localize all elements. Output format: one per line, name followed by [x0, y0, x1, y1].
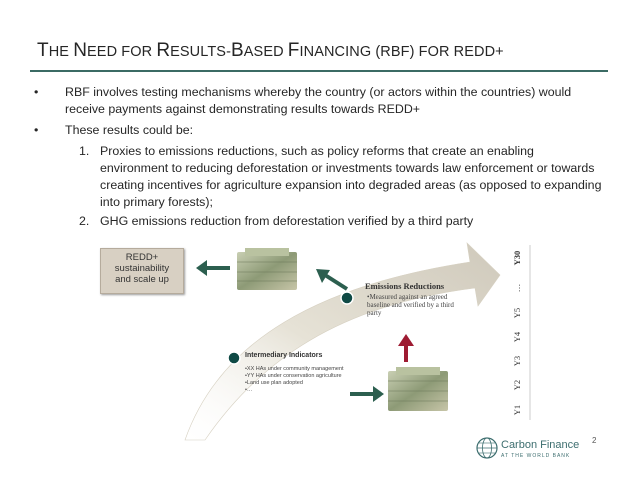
- bullet-text: These results could be:: [65, 123, 194, 137]
- logo-name: Carbon Finance: [501, 439, 580, 451]
- money-stack-top-icon: [237, 248, 297, 290]
- year-timeline: [506, 245, 528, 420]
- title-rest-2: EED FOR: [87, 44, 157, 60]
- year-label: Y2: [512, 379, 522, 391]
- arrow-to-redd-icon: [196, 260, 230, 276]
- carbon-finance-globe-icon: [477, 438, 497, 458]
- intermediary-indicators-list: [245, 366, 345, 394]
- item-number: 1.: [79, 144, 90, 158]
- title-cap-3: R: [156, 40, 171, 61]
- page-number: 2: [592, 436, 597, 445]
- item-text: GHG emissions reduction from deforestation verified by a third party: [100, 214, 474, 228]
- year-label: Y3: [512, 355, 522, 367]
- redd-box-line: and scale up: [115, 274, 169, 285]
- growth-swoosh-arrow: [185, 243, 500, 440]
- intermediary-item: •XX HAs under community management: [245, 366, 344, 372]
- year-label: Y4: [512, 331, 522, 343]
- emissions-reductions-label: Emissions Reductions: [365, 281, 445, 291]
- arrow-to-top-cash-icon: [316, 269, 347, 289]
- title-rest-5: INANCING (RBF) FOR REDD+: [299, 44, 504, 60]
- title-cap-4: B: [231, 40, 244, 61]
- intermediary-indicators-label: Intermediary Indicators: [245, 352, 323, 359]
- title-rest-3: ESULTS-: [170, 44, 231, 60]
- title-cap-2: N: [73, 40, 88, 61]
- title-rest-1: HE: [48, 44, 74, 60]
- redd-box-line: sustainability: [114, 263, 170, 274]
- red-up-arrow-icon: [398, 334, 414, 362]
- intermediary-item: •YY HAs under conservation agriculture: [245, 373, 342, 379]
- year-label: Y5: [512, 307, 522, 319]
- bullet-text: RBF involves testing mechanisms whereby the country (or actors within the countries) would receive payments against demonstrating results towards REDD+: [65, 85, 572, 116]
- title-cap-1: T: [37, 40, 49, 61]
- emissions-reductions-detail: •Measured against an agreed baseline and verified by a third party: [367, 293, 454, 317]
- emissions-milestone-dot: [341, 292, 353, 304]
- bullet-marker: •: [34, 85, 39, 99]
- year-label: …: [512, 283, 522, 293]
- redd-box-line: REDD+: [125, 252, 159, 263]
- arrow-to-bottom-cash-icon: [350, 386, 384, 402]
- intermediary-item: •…: [245, 387, 253, 393]
- title-rest-4: ASED: [243, 44, 288, 60]
- money-stack-bottom-icon: [388, 367, 448, 411]
- year-label: Y1: [512, 404, 522, 416]
- intermediary-item: •Land use plan adopted: [245, 380, 303, 386]
- title-cap-5: F: [287, 40, 300, 61]
- item-text: Proxies to emissions reductions, such as policy reforms that create an enabling environment to reducing deforestation or investments towards law enforcement or towards creating incentives for agriculture expansion into degraded areas (as opposed to expanding into primary forests);: [100, 144, 602, 209]
- year-label: Y30: [512, 250, 522, 266]
- logo-subtitle: AT THE WORLD BANK: [501, 453, 571, 459]
- bullet-marker: •: [34, 123, 39, 137]
- redd-scale-up-box: [100, 248, 184, 294]
- intermediary-milestone-dot: [228, 352, 240, 364]
- item-number: 2.: [79, 214, 90, 228]
